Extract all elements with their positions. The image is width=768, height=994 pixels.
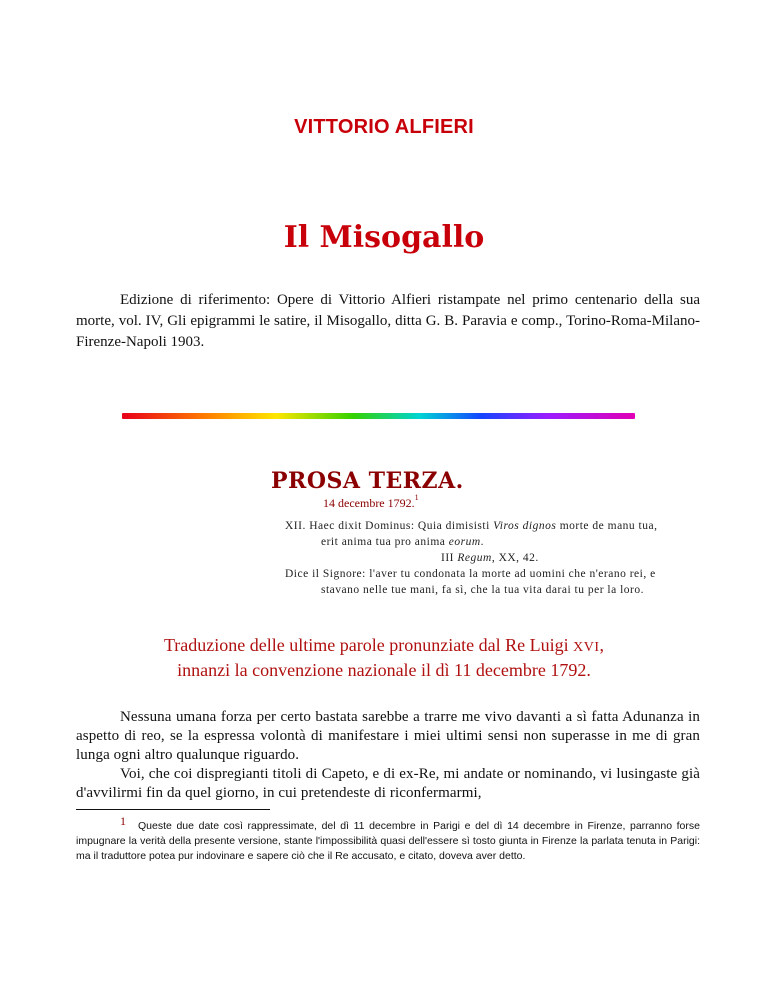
- reference-text: III: [441, 552, 458, 564]
- footnote-separator: [76, 809, 270, 810]
- epigraph-latin-italic: Viros dignos: [493, 520, 557, 532]
- edition-note: Edizione di riferimento: Opere di Vittorio Alfieri ristampate nel primo centenario della sua morte, vol. IV, Gli epigrammi le satire, il Misogallo, ditta G. B. Paravia e comp., Torino-Roma-Milano-Firenze-Napoli 1903.: [76, 292, 700, 350]
- epigraph-latin-italic: eorum: [448, 536, 481, 548]
- section-date: [323, 493, 419, 511]
- translation-text: Traduzione delle ultime parole pronunziate dal Re Luigi: [163, 635, 574, 655]
- reference-text: , XX, 42.: [491, 552, 539, 564]
- footnote: [76, 814, 700, 864]
- reference-italic: Regum: [457, 552, 492, 564]
- epigraph-latin-text: XII. Haec dixit Dominus: Quia dimisisti: [285, 520, 494, 532]
- epigraph-latin-text: morte de manu tua, erit anima tua pro anima: [321, 520, 658, 548]
- paragraph: Nessuna umana forza per certo bastata sarebbe a trarre me vivo davanti a sì fatta Adunanza in aspetto di reo, se la espressa volontà di manifestare i miei ultimi sensi non superasse in me di gran lunga ogni altro qualunque riguardo.: [76, 709, 700, 763]
- epigraph-latin: [285, 518, 675, 550]
- footnote-reference[interactable]: 1: [414, 493, 419, 502]
- translation-line-1: [0, 634, 768, 659]
- date-text: 14 decembre 1792.: [323, 496, 415, 510]
- epigraph: [285, 518, 675, 598]
- footnote-marker: 1: [120, 814, 126, 828]
- translation-text: ,: [599, 635, 605, 655]
- author-heading: VITTORIO ALFIERI: [294, 116, 474, 138]
- rainbow-divider: [122, 413, 635, 419]
- work-title: Il Misogallo: [283, 220, 485, 255]
- epigraph-italian: Dice il Signore: l'aver tu condonata la morte ad uomini che n'erano rei, e stavano nelle tue mani, fa sì, che la tua vita darai tu per la loro.: [285, 568, 656, 596]
- translation-heading: [0, 634, 768, 681]
- section-heading: PROSA TERZA.: [271, 468, 464, 494]
- body-text: [76, 708, 700, 803]
- roman-numeral: XVI: [573, 640, 600, 655]
- epigraph-latin-text: .: [480, 536, 485, 548]
- paragraph: Voi, che coi dispregianti titoli di Capeto, e di ex-Re, mi andate or nominando, vi lusingaste già d'avvilirmi fin da quel giorno, in cui pretendeste di riconfermarmi,: [76, 766, 700, 801]
- epigraph-reference: [285, 550, 675, 566]
- translation-line-2: innanzi la convenzione nazionale il dì 11 decembre 1792.: [177, 660, 591, 680]
- footnote-text: Queste due date così rappressimate, del dì 11 decembre in Parigi e del dì 14 decembre in Firenze, parranno forse impugnare la verità della presente versione, stante l'impossibilità quasi dell'essere sì tosto giunta in Firenze la parlata tenuta in Parigi: ma il traduttore potea pur indovinare e sapere ciò che il Re accusato, e citato, doveva aver detto.: [76, 820, 700, 862]
